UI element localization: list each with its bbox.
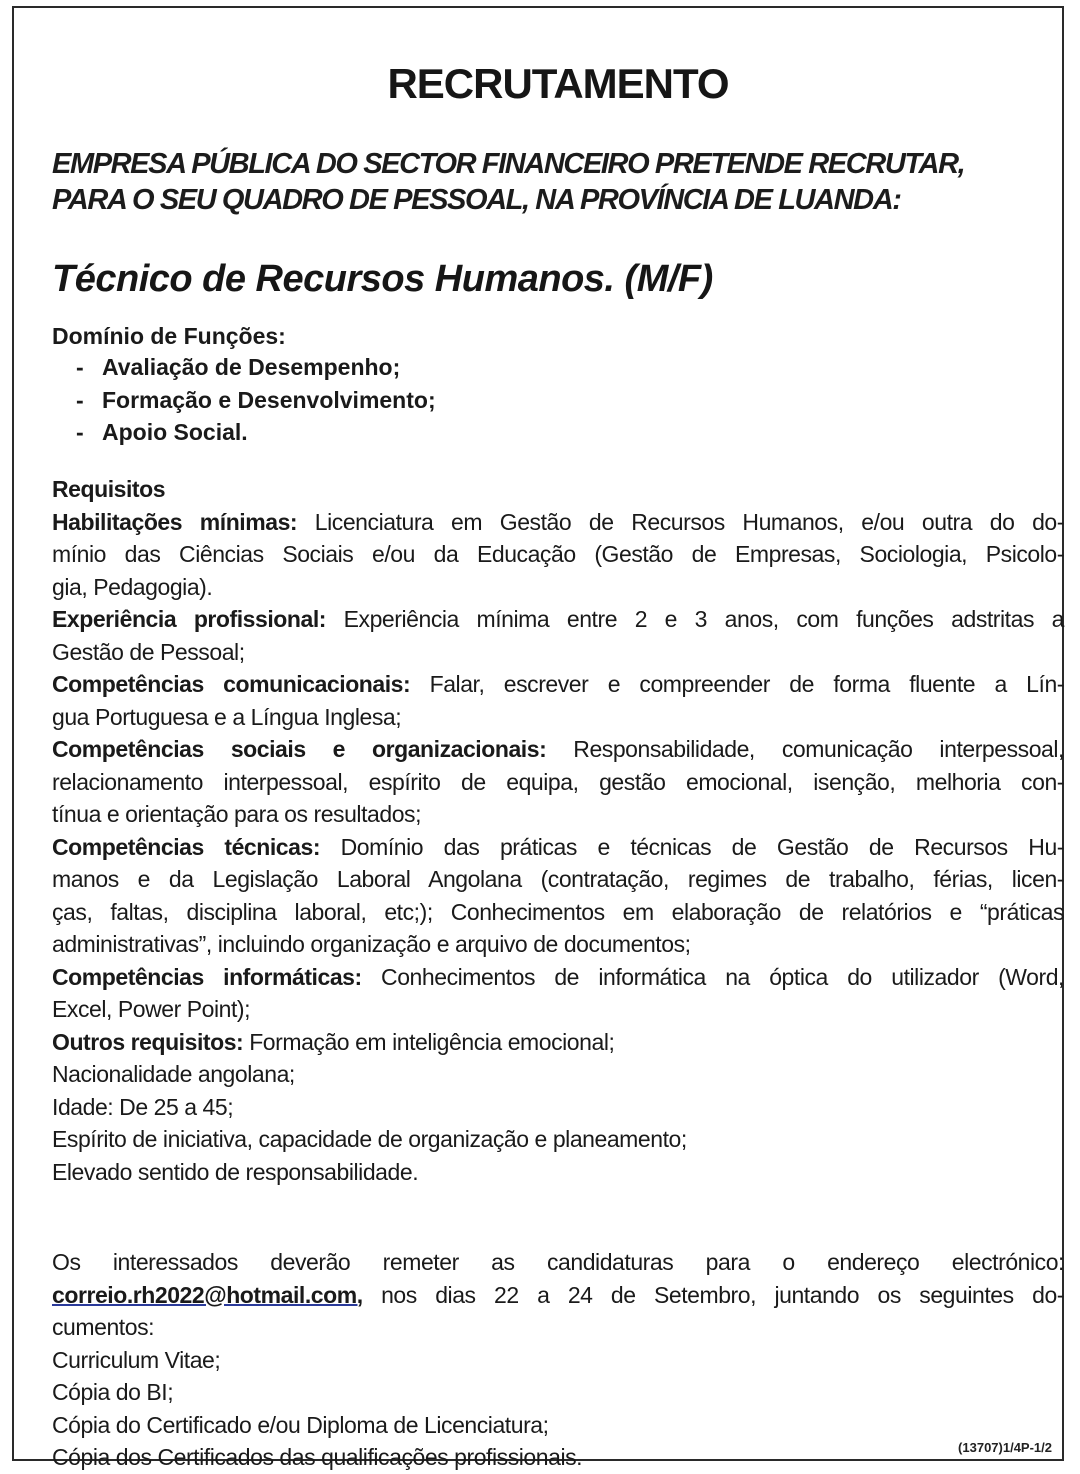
- application-line-1: Os interessados deverão remeter as candidaturas para o endereço electrónico:: [52, 1249, 1064, 1275]
- application-section: [52, 1246, 1064, 1474]
- requirements-section: [52, 473, 1064, 1188]
- tecnicas-line-1: Competências técnicas: Domínio das práticas e técnicas de Gestão de Recursos Hu-: [52, 833, 1064, 860]
- intro-text: [52, 146, 1064, 218]
- extra-requirement: Nacionalidade angolana;: [52, 1061, 295, 1087]
- document-item: Cópia do Certificado e/ou Diploma de Licenciatura;: [52, 1411, 549, 1438]
- email-link[interactable]: correio.rh2022@hotmail.com,: [52, 1281, 363, 1308]
- outros-line: Outros requisitos: Formação em inteligência emocional;: [52, 1028, 615, 1055]
- sociais-line-2: relacionamento interpessoal, espírito de equipa, gestão emocional, isenção, melhoria con-: [52, 768, 1064, 795]
- habilitacoes-line-2: mínio das Ciências Sociais e/ou da Educação (Gestão de Empresas, Sociologia, Psicolo-: [52, 541, 1064, 567]
- comunicacionais-label: Competências comunicacionais:: [52, 671, 411, 697]
- reference-code: (13707)1/4P-1/2: [958, 1440, 1052, 1455]
- habilitacoes-line-3: gia, Pedagogia).: [52, 573, 213, 600]
- advert-frame: [12, 6, 1064, 1470]
- tecnicas-line-4: administrativas”, incluindo organização e arquivo de documentos;: [52, 931, 691, 957]
- application-line-2: correio.rh2022@hotmail.com, nos dias 22 a 24 de Setembro, juntando os seguintes do-: [52, 1281, 1064, 1308]
- comunicacionais-line-1: Competências comunicacionais: Falar, escrever e compreender de forma fluente a Lín-: [52, 671, 1064, 697]
- outros-label: Outros requisitos:: [52, 1028, 244, 1055]
- tecnicas-label: Competências técnicas:: [52, 833, 321, 860]
- extra-requirement: Idade: De 25 a 45;: [52, 1093, 234, 1120]
- extra-requirement: Elevado sentido de responsabilidade.: [52, 1158, 419, 1185]
- informaticas-label: Competências informáticas:: [52, 963, 362, 990]
- document-item: Cópia dos Certificados das qualificações profissionais.: [52, 1444, 583, 1470]
- list-item: - Formação e Desenvolvimento;: [76, 384, 436, 417]
- list-item: - Apoio Social.: [76, 416, 436, 449]
- page-title: RECRUTAMENTO: [387, 60, 729, 107]
- list-item: - Avaliação de Desempenho;: [76, 351, 436, 384]
- intro-line-2: PARA O SEU QUADRO DE PESSOAL, NA PROVÍNCIA DE LUANDA:: [52, 184, 901, 216]
- sociais-line-1: Competências sociais e organizacionais: Responsabilidade, comunicação interpessoal,: [52, 736, 1064, 762]
- sociais-label: Competências sociais e organizacionais:: [52, 736, 547, 762]
- requirements-heading: Requisitos: [52, 476, 166, 502]
- sociais-line-3: tínua e orientação para os resultados;: [52, 801, 422, 827]
- application-line-3: cumentos:: [52, 1314, 155, 1340]
- experiencia-line-1: Experiência profissional: Experiência mínima entre 2 e 3 anos, com funções adstritas a: [52, 606, 1064, 632]
- job-title: Técnico de Recursos Humanos. (M/F): [52, 258, 713, 300]
- experiencia-label: Experiência profissional:: [52, 606, 326, 632]
- domain-heading: Domínio de Funções:: [52, 323, 286, 349]
- habilitacoes-line-1: Habilitações mínimas: Licenciatura em Gestão de Recursos Humanos, e/ou outra do do-: [52, 508, 1064, 535]
- document-item: Curriculum Vitae;: [52, 1346, 221, 1373]
- informaticas-line-1: Competências informáticas: Conhecimentos de informática na óptica do utilizador (Word,: [52, 963, 1064, 990]
- document-item: Cópia do BI;: [52, 1379, 174, 1405]
- experiencia-line-2: Gestão de Pessoal;: [52, 638, 245, 665]
- habilitacoes-label: Habilitações mínimas:: [52, 508, 298, 535]
- intro-line-1: EMPRESA PÚBLICA DO SECTOR FINANCEIRO PRETENDE RECRUTAR,: [52, 148, 965, 180]
- tecnicas-line-2: manos e da Legislação Laboral Angolana (contratação, regimes de trabalho, férias, licen-: [52, 866, 1064, 892]
- extra-requirement: Espírito de iniciativa, capacidade de organização e planeamento;: [52, 1126, 687, 1152]
- tecnicas-line-3: ças, faltas, disciplina laboral, etc;); Conhecimentos em elaboração de relatórios e “práticas: [52, 898, 1064, 925]
- comunicacionais-line-2: gua Portuguesa e a Língua Inglesa;: [52, 703, 402, 730]
- informaticas-line-2: Excel, Power Point);: [52, 996, 251, 1022]
- domain-list: [76, 351, 436, 449]
